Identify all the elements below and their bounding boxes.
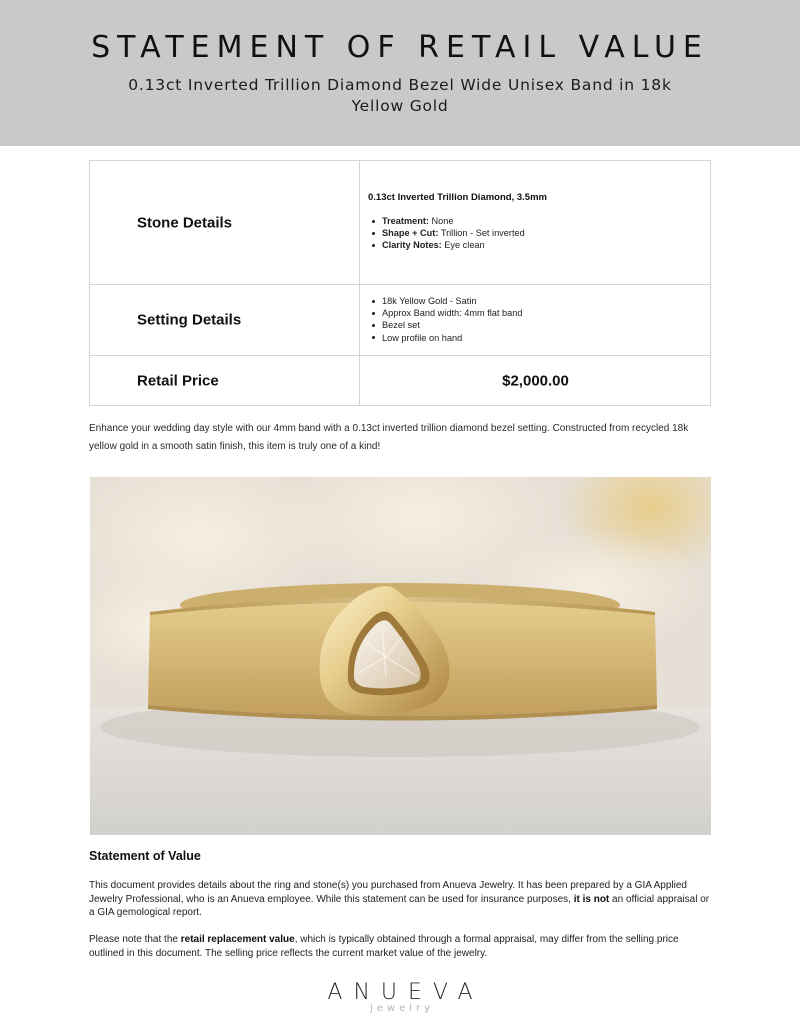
logo-subtitle: jewelry bbox=[369, 1003, 435, 1014]
document-header bbox=[0, 0, 800, 146]
setting-attributes-list bbox=[368, 295, 522, 344]
list-item: Approx Band width: 4mm flat band bbox=[368, 307, 522, 319]
retail-price-label: Retail Price bbox=[137, 372, 219, 389]
logo-brand: ANUEVA bbox=[327, 980, 484, 1005]
retail-price-value-cell bbox=[361, 356, 710, 405]
setting-details-row bbox=[90, 285, 710, 356]
attribute-value: Trillion - Set inverted bbox=[440, 228, 525, 239]
setting-details-label-cell bbox=[90, 285, 360, 355]
stone-details-value-cell bbox=[361, 161, 710, 284]
stone-details-label-cell bbox=[90, 161, 360, 284]
stone-heading: 0.13ct Inverted Trillion Diamond, 3.5mm bbox=[368, 192, 547, 203]
stone-details-label: Stone Details bbox=[137, 214, 233, 231]
attribute-key: Treatment: bbox=[382, 216, 429, 226]
paragraph-text: an official appraisal or a GIA gemological report. bbox=[89, 893, 710, 918]
statement-paragraph-2 bbox=[89, 933, 715, 960]
details-table bbox=[89, 160, 711, 406]
retail-price-value: $2,000.00 bbox=[502, 372, 569, 389]
paragraph-text: Please note that the bbox=[89, 934, 181, 945]
product-subtitle: 0.13ct Inverted Trillion Diamond Bezel Wide Unisex Band in 18k Yellow Gold bbox=[128, 76, 672, 115]
list-item: Bezel set bbox=[368, 319, 522, 331]
ring-illustration bbox=[90, 477, 711, 835]
statement-of-value-heading: Statement of Value bbox=[89, 849, 201, 863]
retail-price-label-cell bbox=[90, 356, 360, 405]
page-title: STATEMENT OF RETAIL VALUE bbox=[91, 30, 709, 65]
attribute-value: None bbox=[431, 216, 454, 226]
emphasis-text: retail replacement value bbox=[180, 934, 295, 945]
emphasis-text: it is not bbox=[573, 893, 610, 905]
anueva-logo bbox=[0, 980, 800, 1014]
stone-attributes-list bbox=[368, 215, 525, 252]
product-description: Enhance your wedding day style with our 4mm band with a 0.13ct inverted trillion diamond bezel setting. Constructed from recycled 18k yellow gold in a smooth satin finish, this item is truly one of a kind! bbox=[89, 423, 689, 452]
attribute-key: Clarity Notes: bbox=[382, 240, 442, 251]
paragraph-text: This document provides details about the ring and stone(s) you purchased from Anueva Jewelry. It has been prepared by a GIA Applied Jewelry Professional, who is an Anueva employee. While this statement can be used for insurance purposes, bbox=[89, 880, 687, 905]
setting-details-value-cell bbox=[361, 285, 710, 355]
statement-paragraph-1 bbox=[89, 879, 715, 920]
list-item: Low profile on hand bbox=[368, 332, 522, 344]
attribute-key: Shape + Cut: bbox=[382, 228, 439, 239]
list-item bbox=[368, 227, 525, 239]
paragraph-text: , which is typically obtained through a formal appraisal, may differ from the selling price outlined in this document. The selling price reflects the current market value of the jewelry. bbox=[89, 934, 679, 959]
list-item bbox=[368, 215, 525, 227]
retail-price-row bbox=[90, 356, 710, 405]
list-item: 18k Yellow Gold - Satin bbox=[368, 295, 522, 307]
product-photo bbox=[90, 477, 711, 835]
attribute-value: Eye clean bbox=[444, 240, 485, 251]
setting-details-label: Setting Details bbox=[137, 311, 242, 329]
stone-details-row bbox=[90, 161, 710, 285]
list-item bbox=[368, 239, 525, 251]
